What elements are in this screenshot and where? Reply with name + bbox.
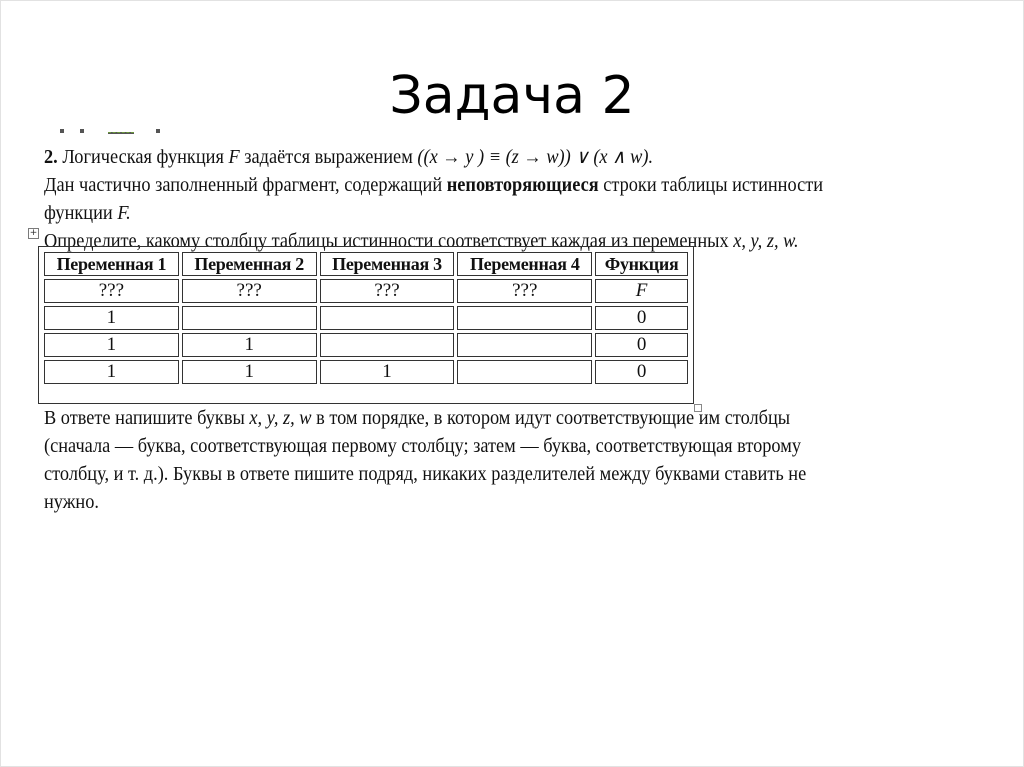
table-cell: ???: [182, 279, 317, 303]
table-cell: 1: [182, 360, 317, 384]
truth-table: [41, 249, 691, 387]
table-header-row: [44, 252, 688, 276]
table-cell: [320, 333, 455, 357]
answer-line-2: (сначала — буква, соответствующая первому столбцу; затем — буква, соответствующая второму: [44, 436, 802, 457]
table-header-cell: Переменная 3: [320, 252, 455, 276]
answer-line-4: нужно.: [44, 492, 99, 513]
cropped-previous-line: [60, 129, 200, 135]
table-cell: 1: [44, 360, 179, 384]
problem-line-4: Определите, какому столбцу таблицы истинности соответствует каждая из переменных x, y, z, w.: [44, 231, 799, 252]
table-cell: 1: [44, 333, 179, 357]
answer-line-3: столбцу, и т. д.). Буквы в ответе пишите подряд, никаких разделителей между буквами ставить не: [44, 464, 807, 485]
problem-line-2: Дан частично заполненный фрагмент, содержащий неповторяющиеся строки таблицы истинности: [44, 175, 824, 196]
table-header-cell: Переменная 1: [44, 252, 179, 276]
table-cell: 0: [595, 306, 688, 330]
table-cell: 1: [320, 360, 455, 384]
table-cell: F: [595, 279, 688, 303]
table-cell: [182, 306, 317, 330]
table-cell: ???: [457, 279, 592, 303]
table-row: [44, 360, 688, 384]
table-header-cell: Переменная 4: [457, 252, 592, 276]
table-cell: [457, 306, 592, 330]
move-anchor-icon[interactable]: +: [29, 228, 38, 238]
table-header-cell: Переменная 2: [182, 252, 317, 276]
table-row: [44, 333, 688, 357]
table-cell: ???: [44, 279, 179, 303]
slide-title: Задача 2: [389, 66, 635, 126]
problem-line-1: 2. Логическая функция F задаётся выражением ((x → y ) ≡ (z → w)) ∨ (x ∧ w).: [44, 147, 654, 168]
table-row: [44, 279, 688, 303]
truth-table-frame[interactable]: [38, 246, 694, 404]
logic-expression: ((x → y ) ≡ (z → w)) ∨ (x ∧ w).: [417, 147, 654, 168]
table-cell: 0: [595, 360, 688, 384]
table-cell: [457, 360, 592, 384]
table-header-cell: Функция: [595, 252, 688, 276]
table-cell: [457, 333, 592, 357]
answer-line-1: В ответе напишите буквы x, y, z, w в том порядке, в котором идут соответствующие им столбцы: [44, 408, 791, 429]
answer-instructions: [44, 405, 946, 517]
table-row: [44, 306, 688, 330]
table-cell: [320, 306, 455, 330]
problem-text: [44, 144, 918, 256]
table-cell: 0: [595, 333, 688, 357]
problem-line-3: функции F.: [44, 203, 131, 224]
table-cell: 1: [44, 306, 179, 330]
table-cell: ???: [320, 279, 455, 303]
table-cell: 1: [182, 333, 317, 357]
problem-number: 2.: [44, 147, 58, 168]
